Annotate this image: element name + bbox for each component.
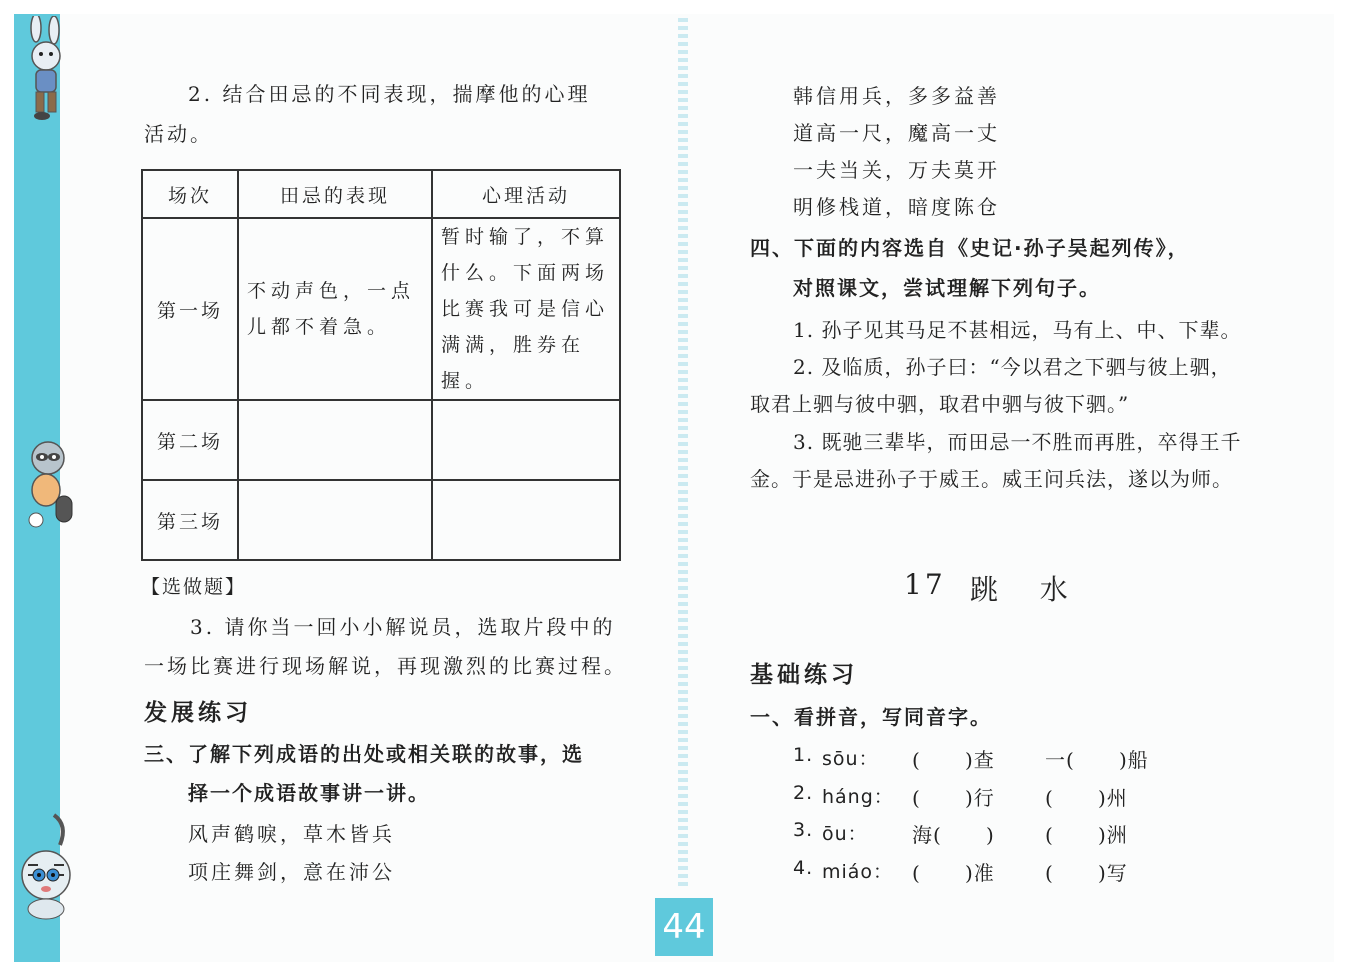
table-row [142,218,620,400]
sentence-2-line-1: 2. 及临质，孙子曰：“今以君之下驷与彼上驷， [793,355,1232,379]
table-cell-scene: 第一场 [142,218,238,400]
blank-b[interactable]: 一( )船 [1045,748,1149,772]
question-3-line-2: 一场比赛进行现场解说，再现激烈的比赛过程。 [144,654,627,678]
raccoon-icon [14,430,78,530]
pinyin-text: ōu： [822,823,868,845]
question-yi: 一、看拼音，写同音字。 [750,705,992,729]
pinyin-number: 3. [793,819,814,841]
blank-a[interactable]: ( )准 [912,861,995,885]
blank-a[interactable]: ( )行 [912,786,995,810]
idiom-item: 项庄舞剑，意在沛公 [188,860,395,884]
lesson-number: 17 [904,568,946,601]
blank-a[interactable]: 海( ) [912,823,995,847]
page-number: 44 [655,898,713,956]
table-header: 场次 [142,170,238,218]
sentence-3-line-2: 金。于是忌进孙子于威王。威王问兵法，遂以为师。 [750,467,1233,491]
table-row [142,480,620,560]
idiom-item: 韩信用兵，多多益善 [793,84,1000,108]
psychology-table [141,169,621,561]
table-cell-behavior: 不动声色，一点儿都不着急。 [238,218,432,400]
sentence-2-line-2: 取君上驷与彼中驷，取君中驷与彼下驷。” [750,392,1130,416]
section-title-basic: 基础练习 [750,662,858,688]
table-cell-behavior[interactable] [238,480,432,560]
pinyin-text: miáo： [822,861,894,883]
table-cell-mind: 暂时输了，不算什么。下面两场比赛我可是信心满满，胜券在握。 [432,218,620,400]
idiom-item: 风声鹤唳，草木皆兵 [188,822,395,846]
question-si-line-1: 四、下面的内容选自《史记·孙子吴起列传》， [750,236,1190,260]
question-2-line-1: 2. 结合田忌的不同表现，揣摩他的心理 [188,82,591,106]
sentence-3-line-1: 3. 既驰三辈毕，而田忌一不胜而再胜，卒得王千 [793,430,1242,454]
table-cell-mind[interactable] [432,480,620,560]
book-spine [678,18,688,888]
table-row [142,400,620,480]
question-2-line-2: 活动。 [144,122,213,146]
blank-a[interactable]: ( )查 [912,748,995,772]
question-san-line-2: 择一个成语故事讲一讲。 [188,781,430,805]
table-cell-scene: 第二场 [142,400,238,480]
idiom-item: 一夫当关，万夫莫开 [793,158,1000,182]
idiom-item: 明修栈道，暗度陈仓 [793,195,1000,219]
blank-b[interactable]: ( )州 [1045,786,1128,810]
lesson-title: 跳 水 [970,573,1076,606]
pinyin-text: sōu： [822,748,879,770]
question-si-line-2: 对照课文，尝试理解下列句子。 [793,276,1101,300]
question-3-line-1: 3. 请你当一回小小解说员，选取片段中的 [190,615,616,639]
optional-tag: 【选做题】 [141,576,247,598]
rabbit-icon [14,16,78,126]
section-title-development: 发展练习 [144,700,252,726]
pinyin-number: 4. [793,857,814,879]
sentence-1: 1. 孙子见其马足不甚相远，马有上、中、下辈。 [793,318,1242,342]
blank-b[interactable]: ( )写 [1045,861,1128,885]
blank-b[interactable]: ( )洲 [1045,823,1128,847]
question-san-line-1: 三、了解下列成语的出处或相关联的故事，选 [144,742,584,766]
table-cell-scene: 第三场 [142,480,238,560]
table-header: 心理活动 [432,170,620,218]
idiom-item: 道高一尺，魔高一丈 [793,121,1000,145]
tiger-icon [14,805,78,925]
table-header: 田忌的表现 [238,170,432,218]
pinyin-number: 1. [793,744,814,766]
pinyin-number: 2. [793,782,814,804]
pinyin-text: háng： [822,786,894,808]
table-header-row [142,170,620,218]
table-cell-mind[interactable] [432,400,620,480]
table-cell-behavior[interactable] [238,400,432,480]
